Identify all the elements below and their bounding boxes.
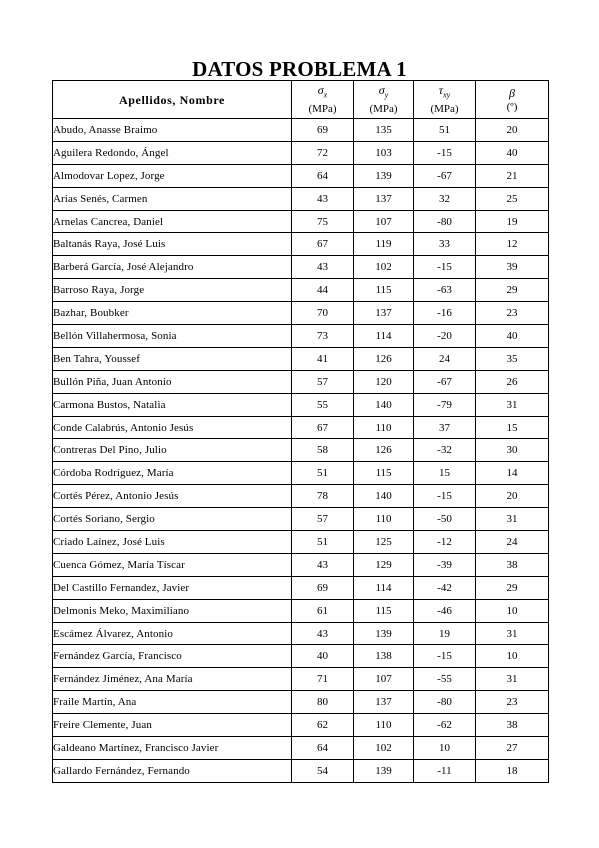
tau-xy-value: 37 <box>414 416 476 439</box>
beta-value: 31 <box>476 668 549 691</box>
sigma-x-value: 43 <box>292 187 354 210</box>
tau-xy-value: 51 <box>414 119 476 142</box>
student-name: Conde Calabrús, Antonio Jesús <box>53 416 292 439</box>
beta-value: 40 <box>476 325 549 348</box>
sigma-x-value: 43 <box>292 553 354 576</box>
sigma-y-value: 139 <box>354 164 414 187</box>
sigma-y-value: 115 <box>354 599 414 622</box>
table-row <box>53 302 549 325</box>
tau-xy-value: -80 <box>414 691 476 714</box>
tau-xy-value: -79 <box>414 393 476 416</box>
student-name: Baltanás Raya, José Luis <box>53 233 292 256</box>
table-row <box>53 759 549 782</box>
sigma-x-value: 75 <box>292 210 354 233</box>
sigma-y-subscript: y <box>384 90 389 100</box>
beta-value: 19 <box>476 210 549 233</box>
table-row <box>53 645 549 668</box>
student-name: Almodovar Lopez, Jorge <box>53 164 292 187</box>
table-row <box>53 256 549 279</box>
beta-value: 40 <box>476 141 549 164</box>
table-header-row <box>53 81 549 119</box>
beta-value: 23 <box>476 691 549 714</box>
sigma-x-value: 69 <box>292 576 354 599</box>
table-row <box>53 210 549 233</box>
beta-value: 35 <box>476 347 549 370</box>
sigma-x-value: 70 <box>292 302 354 325</box>
page-title: DATOS PROBLEMA 1 <box>192 57 407 81</box>
tau-xy-subscript: xy <box>443 90 451 100</box>
sigma-y-value: 119 <box>354 233 414 256</box>
student-name: Aguilera Redondo, Ángel <box>53 141 292 164</box>
sigma-x-value: 40 <box>292 645 354 668</box>
sigma-y-value: 107 <box>354 210 414 233</box>
sigma-x-value: 51 <box>292 462 354 485</box>
tau-xy-value: -63 <box>414 279 476 302</box>
table-row <box>53 279 549 302</box>
beta-value: 31 <box>476 622 549 645</box>
table-row <box>53 187 549 210</box>
sigma-y-value: 137 <box>354 302 414 325</box>
sigma-y-value: 138 <box>354 645 414 668</box>
sigma-y-value: 102 <box>354 256 414 279</box>
beta-value: 20 <box>476 119 549 142</box>
beta-value: 29 <box>476 279 549 302</box>
sigma-y-value: 102 <box>354 737 414 760</box>
sigma-y-value: 115 <box>354 279 414 302</box>
sigma-y-value: 114 <box>354 576 414 599</box>
beta-value: 12 <box>476 233 549 256</box>
student-name: Galdeano Martínez, Francisco Javier <box>53 737 292 760</box>
beta-value: 14 <box>476 462 549 485</box>
sigma-x-value: 72 <box>292 141 354 164</box>
data-table <box>52 80 549 783</box>
tau-xy-value: -80 <box>414 210 476 233</box>
sigma-x-value: 43 <box>292 622 354 645</box>
table-row <box>53 553 549 576</box>
beta-value: 29 <box>476 576 549 599</box>
table-row <box>53 737 549 760</box>
sigma-x-unit: (MPa) <box>308 103 337 116</box>
tau-xy-symbol: τ <box>438 82 444 97</box>
table-body <box>53 119 549 783</box>
student-name: Contreras Del Pino, Julio <box>53 439 292 462</box>
sigma-y-value: 110 <box>354 508 414 531</box>
beta-value: 39 <box>476 256 549 279</box>
sigma-y-value: 140 <box>354 393 414 416</box>
table-row <box>53 714 549 737</box>
student-name: Cuenca Gómez, María Tíscar <box>53 553 292 576</box>
beta-value: 38 <box>476 553 549 576</box>
tau-xy-value: -55 <box>414 668 476 691</box>
table-row <box>53 462 549 485</box>
beta-value: 25 <box>476 187 549 210</box>
sigma-x-subscript: x <box>323 90 328 100</box>
student-name: Fraile Martín, Ana <box>53 691 292 714</box>
tau-xy-value: -67 <box>414 164 476 187</box>
sigma-x-value: 62 <box>292 714 354 737</box>
beta-value: 26 <box>476 370 549 393</box>
student-name: Criado Laínez, José Luis <box>53 531 292 554</box>
student-name: Fernández Jiménez, Ana María <box>53 668 292 691</box>
sigma-y-value: 137 <box>354 187 414 210</box>
tau-xy-value: -12 <box>414 531 476 554</box>
table-row <box>53 508 549 531</box>
table-row <box>53 393 549 416</box>
sigma-y-unit: (MPa) <box>369 103 398 116</box>
sigma-x-value: 80 <box>292 691 354 714</box>
sigma-y-value: 110 <box>354 416 414 439</box>
header-name: Apellidos, Nombre <box>53 81 292 119</box>
beta-value: 30 <box>476 439 549 462</box>
sigma-y-value: 110 <box>354 714 414 737</box>
beta-value: 20 <box>476 485 549 508</box>
student-name: Bellón Villahermosa, Sonia <box>53 325 292 348</box>
sigma-x-value: 43 <box>292 256 354 279</box>
sigma-x-value: 78 <box>292 485 354 508</box>
sigma-x-value: 54 <box>292 759 354 782</box>
sigma-x-symbol: σ <box>317 82 324 97</box>
student-name: Ben Tahra, Youssef <box>53 347 292 370</box>
tau-xy-value: -32 <box>414 439 476 462</box>
tau-xy-value: -67 <box>414 370 476 393</box>
tau-xy-value: 32 <box>414 187 476 210</box>
beta-unit: (º) <box>506 100 518 113</box>
tau-xy-value: -50 <box>414 508 476 531</box>
student-name: Freire Clemente, Juan <box>53 714 292 737</box>
sigma-y-value: 129 <box>354 553 414 576</box>
sigma-y-value: 139 <box>354 622 414 645</box>
sigma-y-value: 126 <box>354 439 414 462</box>
student-name: Bazhar, Boubker <box>53 302 292 325</box>
student-name: Bullón Piña, Juan Antonio <box>53 370 292 393</box>
beta-symbol: β <box>509 85 515 100</box>
tau-xy-value: -16 <box>414 302 476 325</box>
table-row <box>53 599 549 622</box>
student-name: Barroso Raya, Jorge <box>53 279 292 302</box>
student-name: Abudo, Anasse Braimo <box>53 119 292 142</box>
sigma-y-value: 115 <box>354 462 414 485</box>
sigma-y-value: 120 <box>354 370 414 393</box>
tau-xy-value: -42 <box>414 576 476 599</box>
student-name: Córdoba Rodríguez, María <box>53 462 292 485</box>
tau-xy-value: 33 <box>414 233 476 256</box>
sigma-x-value: 67 <box>292 233 354 256</box>
header-sigma-x <box>292 81 354 119</box>
tau-xy-value: -15 <box>414 141 476 164</box>
tau-xy-value: -46 <box>414 599 476 622</box>
table-row <box>53 233 549 256</box>
sigma-y-value: 135 <box>354 119 414 142</box>
student-name: Delmonis Meko, Maximiliano <box>53 599 292 622</box>
table-row <box>53 370 549 393</box>
beta-value: 21 <box>476 164 549 187</box>
sigma-x-value: 64 <box>292 164 354 187</box>
table-row <box>53 439 549 462</box>
tau-xy-value: 24 <box>414 347 476 370</box>
table-row <box>53 576 549 599</box>
sigma-y-value: 125 <box>354 531 414 554</box>
sigma-x-value: 69 <box>292 119 354 142</box>
beta-value: 38 <box>476 714 549 737</box>
student-name: Gallardo Fernández, Fernando <box>53 759 292 782</box>
sigma-y-value: 140 <box>354 485 414 508</box>
tau-xy-value: -15 <box>414 256 476 279</box>
header-tau-xy <box>414 81 476 119</box>
table-row <box>53 347 549 370</box>
sigma-y-value: 107 <box>354 668 414 691</box>
sigma-x-value: 57 <box>292 508 354 531</box>
tau-xy-value: 19 <box>414 622 476 645</box>
table-row <box>53 141 549 164</box>
student-name: Cortés Soriano, Sergio <box>53 508 292 531</box>
student-name: Barberá García, José Alejandro <box>53 256 292 279</box>
table-row <box>53 119 549 142</box>
tau-xy-value: -15 <box>414 485 476 508</box>
table-row <box>53 668 549 691</box>
table-row <box>53 416 549 439</box>
beta-value: 31 <box>476 393 549 416</box>
sigma-y-value: 126 <box>354 347 414 370</box>
sigma-y-value: 103 <box>354 141 414 164</box>
header-sigma-y <box>354 81 414 119</box>
student-name: Del Castillo Fernandez, Javier <box>53 576 292 599</box>
sigma-x-value: 44 <box>292 279 354 302</box>
tau-xy-value: 15 <box>414 462 476 485</box>
beta-value: 15 <box>476 416 549 439</box>
student-name: Arnelas Cancrea, Daniel <box>53 210 292 233</box>
beta-value: 31 <box>476 508 549 531</box>
table-row <box>53 164 549 187</box>
tau-xy-value: -11 <box>414 759 476 782</box>
student-name: Cortés Pérez, Antonio Jesús <box>53 485 292 508</box>
tau-xy-value: -62 <box>414 714 476 737</box>
table-row <box>53 485 549 508</box>
table-row <box>53 622 549 645</box>
sigma-x-value: 51 <box>292 531 354 554</box>
sigma-y-value: 139 <box>354 759 414 782</box>
sigma-y-value: 114 <box>354 325 414 348</box>
tau-xy-unit: (MPa) <box>430 103 459 116</box>
tau-xy-value: -15 <box>414 645 476 668</box>
student-name: Arias Senés, Carmen <box>53 187 292 210</box>
beta-value: 23 <box>476 302 549 325</box>
sigma-y-value: 137 <box>354 691 414 714</box>
sigma-x-value: 61 <box>292 599 354 622</box>
sigma-x-value: 57 <box>292 370 354 393</box>
sigma-x-value: 64 <box>292 737 354 760</box>
sigma-y-symbol: σ <box>378 82 385 97</box>
sigma-x-value: 71 <box>292 668 354 691</box>
table-row <box>53 531 549 554</box>
table-row <box>53 691 549 714</box>
tau-xy-value: -20 <box>414 325 476 348</box>
beta-value: 27 <box>476 737 549 760</box>
beta-value: 10 <box>476 599 549 622</box>
sigma-x-value: 73 <box>292 325 354 348</box>
tau-xy-value: -39 <box>414 553 476 576</box>
beta-value: 10 <box>476 645 549 668</box>
sigma-x-value: 55 <box>292 393 354 416</box>
sigma-x-value: 41 <box>292 347 354 370</box>
beta-value: 18 <box>476 759 549 782</box>
beta-value: 24 <box>476 531 549 554</box>
header-beta <box>476 81 549 119</box>
table-row <box>53 325 549 348</box>
tau-xy-value: 10 <box>414 737 476 760</box>
student-name: Fernández García, Francisco <box>53 645 292 668</box>
sigma-x-value: 58 <box>292 439 354 462</box>
student-name: Carmona Bustos, Natalia <box>53 393 292 416</box>
sigma-x-value: 67 <box>292 416 354 439</box>
student-name: Escámez Álvarez, Antonio <box>53 622 292 645</box>
